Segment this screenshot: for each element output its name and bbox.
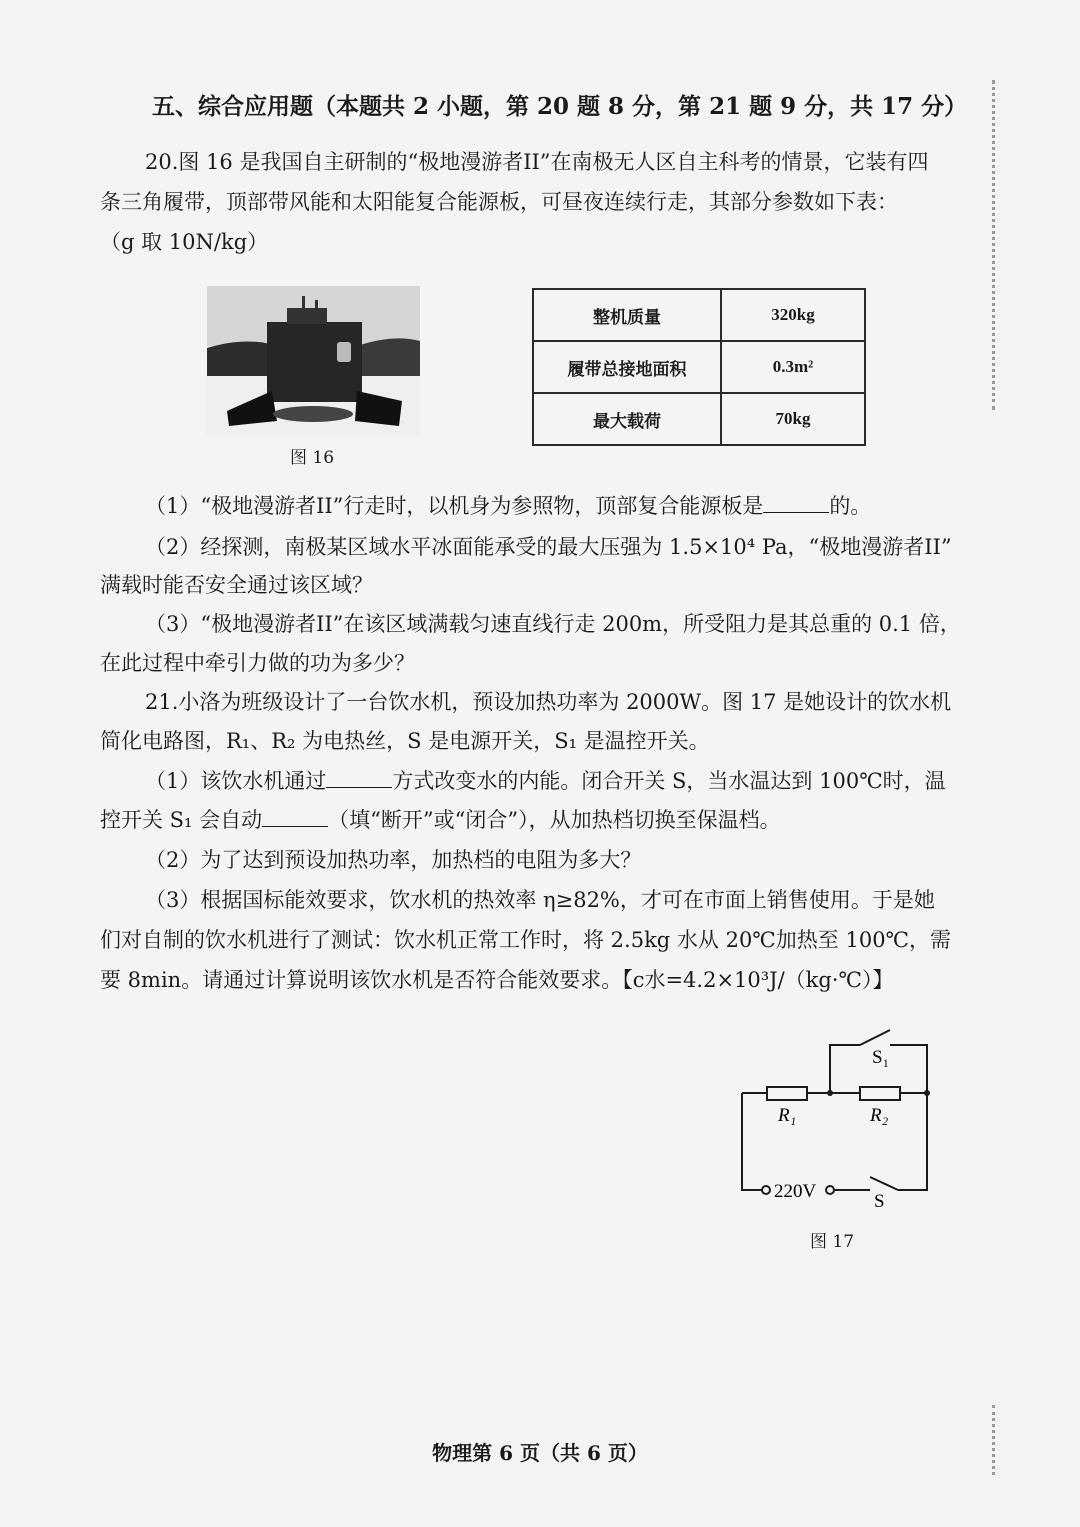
resistor-r2 — [860, 1087, 900, 1100]
q21-part-3-line-2: 们对自制的饮水机进行了测试：饮水机正常工作时，将 2.5kg 水从 20℃加热至 100℃，需 — [100, 928, 952, 952]
param-label: 履带总接地面积 — [533, 341, 721, 393]
q21-part-1-line-2 — [100, 806, 781, 834]
q21-intro-line-1: 21.小洛为班级设计了一台饮水机，预设加热功率为 2000W。图 17 是她设计的饮水机 — [145, 690, 952, 714]
param-value: 0.3m² — [721, 341, 865, 393]
label-voltage: 220V — [774, 1181, 817, 1202]
page-footer: 物理第 6 页（共 6 页） — [432, 1441, 648, 1465]
q21-intro-line-2: 简化电路图，R₁、R₂ 为电热丝，S 是电源开关，S₁ 是温控开关。 — [100, 729, 710, 753]
q20-part-3-line-1: （3）“极地漫游者II”在该区域满载匀速直线行走 200m，所受阻力是其总重的 0.1 倍， — [145, 612, 961, 636]
q21-part-2: （2）为了达到预设加热功率，加热档的电阻为多大？ — [145, 848, 642, 872]
answer-blank[interactable] — [262, 808, 328, 827]
param-value: 70kg — [721, 393, 865, 445]
drinking-fountain-circuit — [730, 1025, 950, 1215]
table-row — [533, 341, 865, 393]
q21-part-3-line-3: 要 8min。请通过计算说明该饮水机是否符合能效要求。【c水=4.2×10³J/（kg·℃）】 — [100, 968, 894, 992]
label-s1: S₁ — [872, 1047, 890, 1068]
param-value: 320kg — [721, 289, 865, 341]
polar-rover-photo — [207, 286, 420, 436]
q20-part-2-line-1: （2）经探测，南极某区域水平冰面能承受的最大压强为 1.5×10⁴ Pa，“极地漫游者II” — [145, 535, 952, 559]
q20-intro-line-3: （g 取 10N/kg） — [100, 230, 269, 254]
rover-parameter-table — [532, 288, 866, 446]
q20-part-1-end: 的。 — [829, 494, 872, 518]
table-row — [533, 393, 865, 445]
figure-16-caption: 图 16 — [290, 448, 335, 468]
q21-part-1-text-2-cont: （填“断开”或“闭合”），从加热档切换至保温档。 — [328, 808, 781, 832]
q20-part-1-text: （1）“极地漫游者II”行走时，以机身为参照物，顶部复合能源板是 — [145, 494, 764, 518]
q21-part-1-text: （1）该饮水机通过 — [145, 769, 327, 793]
label-r1: R₁ — [778, 1105, 797, 1126]
q20-intro-line-1: 20.图 16 是我国自主研制的“极地漫游者II”在南极无人区自主科考的情景，它装有四 — [145, 150, 929, 174]
q20-part-1 — [145, 492, 871, 520]
q20-intro-line-2: 条三角履带，顶部带风能和太阳能复合能源板，可昼夜连续行走，其部分参数如下表： — [100, 190, 898, 214]
answer-blank[interactable] — [763, 494, 829, 513]
q21-part-1-line-1 — [145, 767, 946, 795]
label-r2: R₂ — [870, 1105, 889, 1126]
answer-blank[interactable] — [326, 769, 392, 788]
param-label: 整机质量 — [533, 289, 721, 341]
label-s: S — [874, 1191, 885, 1212]
table-row — [533, 289, 865, 341]
q21-part-1-text-cont: 方式改变水的内能。闭合开关 S，当水温达到 100℃时，温 — [392, 769, 946, 793]
q21-part-1-text-2: 控开关 S₁ 会自动 — [100, 808, 263, 832]
binding-line-top — [992, 80, 995, 410]
resistor-r1 — [767, 1087, 807, 1100]
q21-part-3-line-1: （3）根据国标能效要求，饮水机的热效率 η≥82%，才可在市面上销售使用。于是她 — [145, 888, 935, 912]
q20-part-2-line-2: 满载时能否安全通过该区域？ — [100, 573, 373, 597]
param-label: 最大载荷 — [533, 393, 721, 445]
section-title: 五、综合应用题（本题共 2 小题，第 20 题 8 分，第 21 题 9 分，共 17 分） — [152, 93, 968, 120]
q20-part-3-line-2: 在此过程中牵引力做的功为多少？ — [100, 651, 415, 675]
figure-17-caption: 图 17 — [810, 1232, 855, 1252]
